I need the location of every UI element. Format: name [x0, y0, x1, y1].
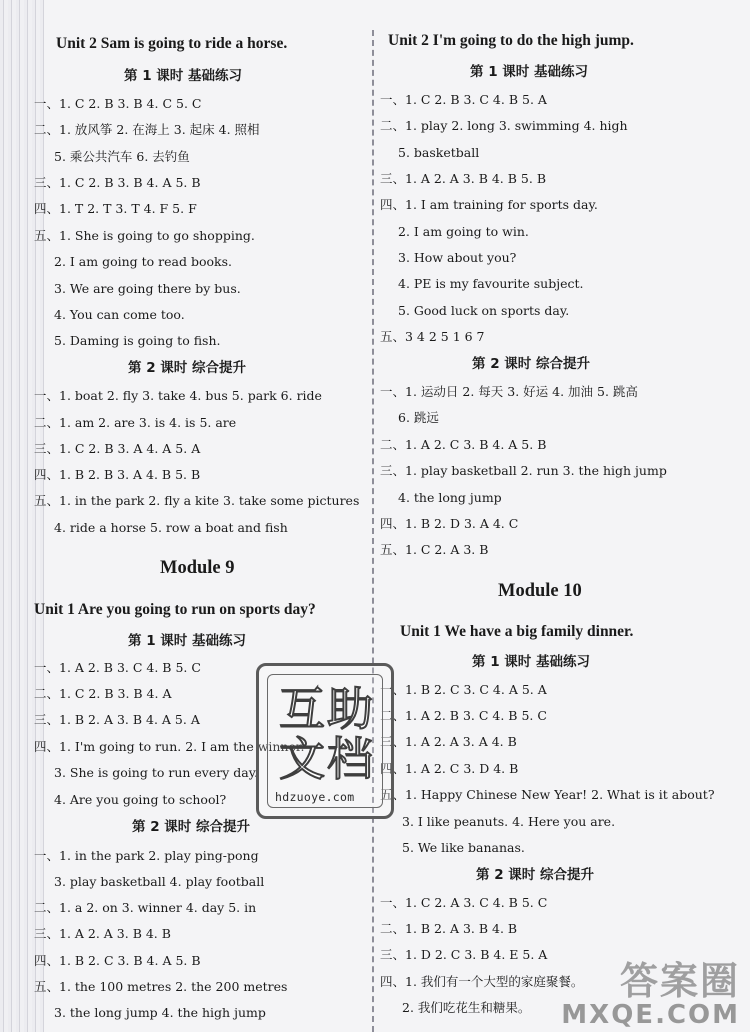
answer-line: 五、1. the 100 metres 2. the 200 metres — [34, 979, 288, 994]
answer-line: 三、1. C 2. B 3. A 4. A 5. A — [34, 441, 201, 456]
answer-line: 一、1. boat 2. fly 3. take 4. bus 5. park 6. ride — [34, 388, 322, 403]
answer-line: 6. 跳远 — [398, 410, 439, 425]
lesson-title: 第 2 课时 综合提升 — [472, 356, 590, 372]
answer-line: 五、1. She is going to go shopping. — [34, 228, 255, 243]
watermark-char: 互 — [279, 682, 325, 736]
answer-line: 三、1. C 2. B 3. B 4. A 5. B — [34, 175, 201, 190]
answer-line: 5. basketball — [398, 145, 480, 160]
watermark-url: hdzuoye.com — [275, 790, 355, 804]
answer-line: 一、1. 运动日 2. 每天 3. 好运 4. 加油 5. 跳高 — [380, 384, 638, 399]
answer-line: 3. She is going to run every day. — [54, 765, 259, 780]
lesson-title: 第 1 课时 基础练习 — [470, 64, 588, 80]
watermark-stamp — [256, 663, 394, 819]
answer-line: 五、1. Happy Chinese New Year! 2. What is it about? — [380, 787, 715, 802]
answer-line: 二、1. 放风筝 2. 在海上 3. 起床 4. 照相 — [34, 122, 260, 137]
answer-line: 一、1. B 2. C 3. C 4. A 5. A — [380, 682, 547, 697]
unit-title: Unit 1 We have a big family dinner. — [400, 623, 634, 640]
answer-line: 一、1. C 2. B 3. B 4. C 5. C — [34, 96, 202, 111]
unit-title: Unit 2 I'm going to do the high jump. — [388, 32, 634, 49]
lesson-title: 第 2 课时 综合提升 — [476, 867, 594, 883]
module-title: Module 10 — [498, 581, 582, 601]
answer-line: 三、1. B 2. A 3. B 4. A 5. A — [34, 712, 200, 727]
answer-line: 3. I like peanuts. 4. Here you are. — [402, 814, 616, 829]
lesson-title: 第 1 课时 基础练习 — [128, 633, 246, 649]
answer-line: 5. 乘公共汽车 6. 去钓鱼 — [54, 149, 190, 164]
answer-line: 四、1. A 2. C 3. D 4. B — [380, 761, 519, 776]
page-binding-edge — [0, 0, 44, 1032]
answer-line: 一、1. in the park 2. play ping-pong — [34, 848, 259, 863]
answer-line: 一、1. A 2. B 3. C 4. B 5. C — [34, 660, 201, 675]
lesson-title: 第 2 课时 综合提升 — [128, 360, 246, 376]
answer-line: 三、1. D 2. C 3. B 4. E 5. A — [380, 947, 548, 962]
answer-line: 3. play basketball 4. play football — [54, 874, 265, 889]
answer-line: 4. Are you going to school? — [54, 792, 227, 807]
answer-line: 五、3 4 2 5 1 6 7 — [380, 329, 485, 344]
answer-line: 3. the long jump 4. the high jump — [54, 1005, 266, 1020]
answer-line: 四、1. 我们有一个大型的家庭聚餐。 — [380, 974, 584, 989]
answer-line: 二、1. play 2. long 3. swimming 4. high — [380, 118, 628, 133]
column-divider — [372, 30, 374, 1032]
answer-line: 五、1. C 2. A 3. B — [380, 542, 489, 557]
lesson-title: 第 2 课时 综合提升 — [132, 819, 250, 835]
answer-line: 5. We like bananas. — [402, 840, 525, 855]
answer-line: 二、1. A 2. C 3. B 4. A 5. B — [380, 437, 547, 452]
corner-watermark-url: MXQE.COM — [561, 1000, 740, 1030]
lesson-title: 第 1 课时 基础练习 — [472, 654, 590, 670]
answer-line: 3. We are going there by bus. — [54, 281, 241, 296]
unit-title: Unit 1 Are you going to run on sports day? — [34, 601, 316, 618]
answer-line: 四、1. B 2. B 3. A 4. B 5. B — [34, 467, 201, 482]
answer-line: 2. 我们吃花生和糖果。 — [402, 1000, 531, 1015]
answer-line: 4. ride a horse 5. row a boat and fish — [54, 520, 288, 535]
answer-line: 3. How about you? — [398, 250, 517, 265]
module-title: Module 9 — [160, 558, 235, 578]
answer-line: 四、1. B 2. D 3. A 4. C — [380, 516, 519, 531]
answer-line: 二、1. B 2. A 3. B 4. B — [380, 921, 518, 936]
answer-line: 二、1. C 2. B 3. B 4. A — [34, 686, 172, 701]
answer-line: 4. the long jump — [398, 490, 502, 505]
watermark-char: 助 — [327, 682, 373, 736]
answer-line: 三、1. A 2. A 3. B 4. B 5. B — [380, 171, 547, 186]
answer-line: 四、1. I'm going to run. 2. I am the winner. — [34, 739, 305, 754]
answer-line: 一、1. C 2. A 3. C 4. B 5. C — [380, 895, 548, 910]
answer-line: 4. PE is my favourite subject. — [398, 276, 584, 291]
answer-line: 二、1. am 2. are 3. is 4. is 5. are — [34, 415, 237, 430]
watermark-char: 档 — [327, 732, 373, 786]
answer-line: 4. You can come too. — [54, 307, 185, 322]
unit-title: Unit 2 Sam is going to ride a horse. — [56, 35, 288, 52]
answer-line: 5. Good luck on sports day. — [398, 303, 570, 318]
answer-line: 四、1. T 2. T 3. T 4. F 5. F — [34, 201, 197, 216]
watermark-char: 文 — [279, 732, 325, 786]
lesson-title: 第 1 课时 基础练习 — [124, 68, 242, 84]
answer-line: 一、1. C 2. B 3. C 4. B 5. A — [380, 92, 547, 107]
answer-line: 二、1. A 2. B 3. C 4. B 5. C — [380, 708, 547, 723]
answer-line: 2. I am going to read books. — [54, 254, 232, 269]
answer-line: 五、1. in the park 2. fly a kite 3. take some pictures — [34, 493, 360, 508]
answer-line: 三、1. A 2. A 3. A 4. B — [380, 734, 517, 749]
corner-watermark-text: 答案圈 — [619, 959, 740, 1003]
answer-line: 二、1. a 2. on 3. winner 4. day 5. in — [34, 900, 257, 915]
answer-line: 2. I am going to win. — [398, 224, 529, 239]
answer-line: 三、1. play basketball 2. run 3. the high jump — [380, 463, 667, 478]
answer-line: 四、1. B 2. C 3. B 4. A 5. B — [34, 953, 201, 968]
answer-line: 三、1. A 2. A 3. B 4. B — [34, 926, 171, 941]
answer-line: 四、1. I am training for sports day. — [380, 197, 598, 212]
answer-line: 5. Daming is going to fish. — [54, 333, 221, 348]
